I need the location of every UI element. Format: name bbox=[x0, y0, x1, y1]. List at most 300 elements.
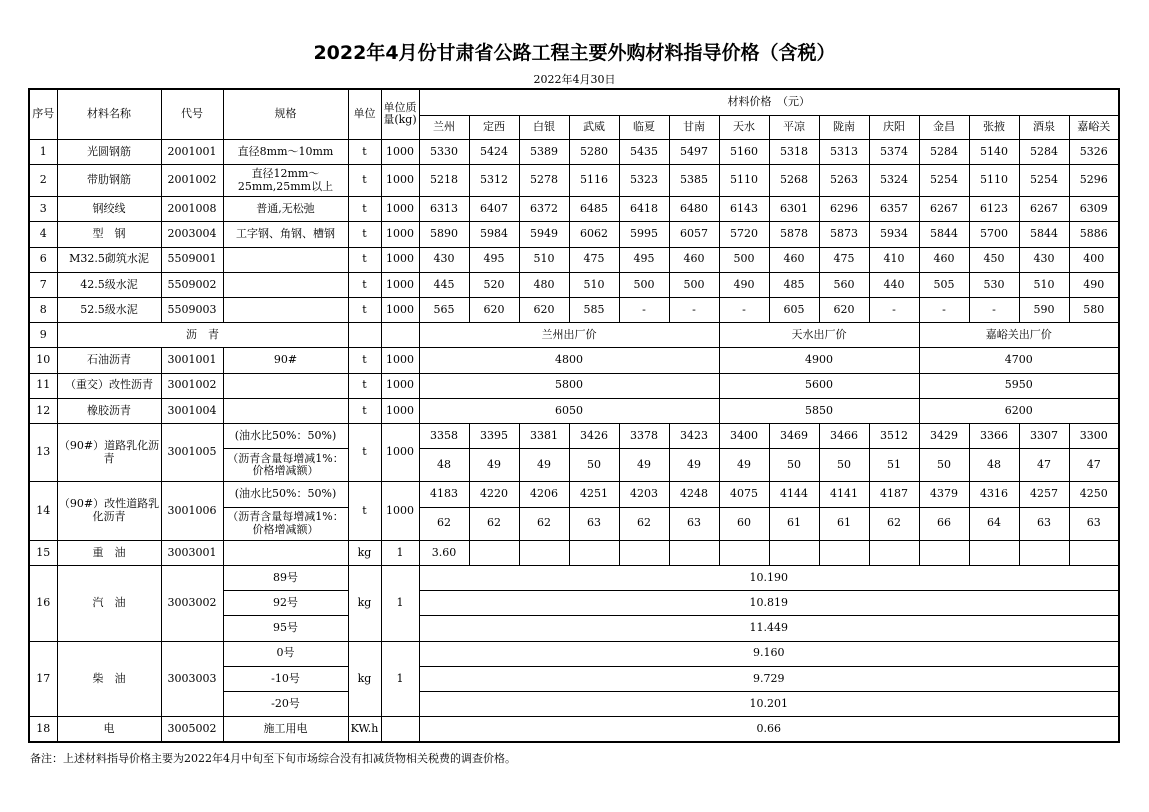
price-cell: 4900 bbox=[719, 348, 919, 373]
price-cell: 5280 bbox=[569, 139, 619, 164]
price-cell: 5263 bbox=[819, 165, 869, 197]
price-cell: 510 bbox=[569, 272, 619, 297]
price-cell: 47 bbox=[1069, 449, 1119, 482]
row-seq: 6 bbox=[29, 247, 57, 272]
row-seq: 17 bbox=[29, 641, 57, 717]
price-cell: 485 bbox=[769, 272, 819, 297]
price-cell: 5313 bbox=[819, 139, 869, 164]
price-cell: 490 bbox=[719, 272, 769, 297]
material-spec bbox=[223, 247, 348, 272]
price-cell: 5600 bbox=[719, 373, 919, 398]
price-cell: 50 bbox=[569, 449, 619, 482]
material-spec: （沥青含量每增减1%：价格增减额） bbox=[223, 507, 348, 540]
price-cell: 5850 bbox=[719, 398, 919, 423]
price-cell: 4250 bbox=[1069, 482, 1119, 507]
price-cell bbox=[619, 540, 669, 565]
price-cell: 5720 bbox=[719, 222, 769, 247]
price-cell: 62 bbox=[619, 507, 669, 540]
price-cell: 3381 bbox=[519, 423, 569, 448]
material-name: （90#）改性道路乳化沥青 bbox=[57, 482, 161, 540]
price-cell: 490 bbox=[1069, 272, 1119, 297]
price-cell: 520 bbox=[469, 272, 519, 297]
price-cell: 4203 bbox=[619, 482, 669, 507]
material-code: 2001008 bbox=[161, 197, 223, 222]
material-spec: （沥青含量每增减1%：价格增减额） bbox=[223, 449, 348, 482]
material-spec: 89号 bbox=[223, 566, 348, 591]
price-cell: 61 bbox=[819, 507, 869, 540]
price-cell: 6267 bbox=[919, 197, 969, 222]
price-cell: 440 bbox=[869, 272, 919, 297]
material-name: 重 油 bbox=[57, 540, 161, 565]
material-spec: (油水比50%：50%) bbox=[223, 423, 348, 448]
price-cell: 4187 bbox=[869, 482, 919, 507]
material-spec: 工字钢、角钢、槽钢 bbox=[223, 222, 348, 247]
price-cell: 5389 bbox=[519, 139, 569, 164]
footnote: 备注：上述材料指导价格主要为2022年4月中旬至下旬市场综合没有扣减货物相关税费的调查价格。 bbox=[30, 752, 516, 765]
price-cell: 47 bbox=[1019, 449, 1069, 482]
material-name: 型 钢 bbox=[57, 222, 161, 247]
table-row bbox=[29, 482, 1119, 507]
header-city: 金昌 bbox=[919, 115, 969, 139]
header-city: 兰州 bbox=[419, 115, 469, 139]
price-cell: 3512 bbox=[869, 423, 919, 448]
material-spec: 95号 bbox=[223, 616, 348, 641]
price-cell: 5497 bbox=[669, 139, 719, 164]
material-name: 52.5级水泥 bbox=[57, 298, 161, 323]
price-cell: 50 bbox=[919, 449, 969, 482]
price-cell: 505 bbox=[919, 272, 969, 297]
row-seq: 9 bbox=[29, 323, 57, 348]
row-seq: 10 bbox=[29, 348, 57, 373]
price-cell bbox=[869, 540, 919, 565]
material-name: 柴 油 bbox=[57, 641, 161, 717]
price-cell: 4316 bbox=[969, 482, 1019, 507]
header-city: 武威 bbox=[569, 115, 619, 139]
price-cell: 460 bbox=[919, 247, 969, 272]
row-seq: 8 bbox=[29, 298, 57, 323]
price-cell: - bbox=[919, 298, 969, 323]
material-spec: -20号 bbox=[223, 691, 348, 716]
price-cell: 6200 bbox=[919, 398, 1119, 423]
price-cell: 5374 bbox=[869, 139, 919, 164]
material-unit: kg bbox=[348, 540, 381, 565]
material-code: 3001001 bbox=[161, 348, 223, 373]
price-cell: 5324 bbox=[869, 165, 919, 197]
header-price-group: 材料价格 （元） bbox=[419, 89, 1119, 115]
price-cell: 5318 bbox=[769, 139, 819, 164]
price-cell: 430 bbox=[419, 247, 469, 272]
table-row bbox=[29, 298, 1119, 323]
material-mass: 1000 bbox=[381, 398, 419, 423]
price-cell: 10.819 bbox=[419, 591, 1119, 616]
material-code: 3003001 bbox=[161, 540, 223, 565]
price-cell: 6062 bbox=[569, 222, 619, 247]
price-cell: 3429 bbox=[919, 423, 969, 448]
price-cell: 9.729 bbox=[419, 666, 1119, 691]
price-cell: 5995 bbox=[619, 222, 669, 247]
material-code: 5509002 bbox=[161, 272, 223, 297]
price-cell: 49 bbox=[469, 449, 519, 482]
material-unit: kg bbox=[348, 641, 381, 717]
price-cell: 475 bbox=[819, 247, 869, 272]
price-cell: 49 bbox=[519, 449, 569, 482]
header-city: 甘南 bbox=[669, 115, 719, 139]
price-cell: 62 bbox=[519, 507, 569, 540]
material-spec bbox=[223, 298, 348, 323]
material-unit: t bbox=[348, 165, 381, 197]
material-spec: 普通,无松弛 bbox=[223, 197, 348, 222]
header-spec: 规格 bbox=[223, 89, 348, 139]
material-code: 3001005 bbox=[161, 423, 223, 481]
material-mass: 1 bbox=[381, 641, 419, 717]
price-cell: 4075 bbox=[719, 482, 769, 507]
material-code: 5509001 bbox=[161, 247, 223, 272]
table-cell bbox=[348, 323, 381, 348]
table-row bbox=[29, 641, 1119, 666]
price-cell: 6296 bbox=[819, 197, 869, 222]
row-seq: 4 bbox=[29, 222, 57, 247]
material-spec: 0号 bbox=[223, 641, 348, 666]
price-cell: 5873 bbox=[819, 222, 869, 247]
price-cell: 400 bbox=[1069, 247, 1119, 272]
row-seq: 11 bbox=[29, 373, 57, 398]
price-cell: 3366 bbox=[969, 423, 1019, 448]
price-cell: 48 bbox=[419, 449, 469, 482]
factory-label: 天水出厂价 bbox=[719, 323, 919, 348]
row-seq: 2 bbox=[29, 165, 57, 197]
row-seq: 18 bbox=[29, 717, 57, 742]
material-spec: 施工用电 bbox=[223, 717, 348, 742]
price-cell: 6313 bbox=[419, 197, 469, 222]
price-cell: 6309 bbox=[1069, 197, 1119, 222]
price-cell: 6407 bbox=[469, 197, 519, 222]
price-cell: 5278 bbox=[519, 165, 569, 197]
price-cell: 62 bbox=[869, 507, 919, 540]
material-mass: 1000 bbox=[381, 298, 419, 323]
header-mass: 单位质量(kg) bbox=[381, 89, 419, 139]
price-cell: 450 bbox=[969, 247, 1019, 272]
material-unit: t bbox=[348, 247, 381, 272]
material-code: 3001002 bbox=[161, 373, 223, 398]
price-cell bbox=[569, 540, 619, 565]
material-code: 2001002 bbox=[161, 165, 223, 197]
price-cell: 5385 bbox=[669, 165, 719, 197]
header-city: 嘉峪关 bbox=[1069, 115, 1119, 139]
price-cell: 620 bbox=[519, 298, 569, 323]
price-cell: 445 bbox=[419, 272, 469, 297]
price-cell: 5844 bbox=[919, 222, 969, 247]
material-mass: 1000 bbox=[381, 373, 419, 398]
table-row bbox=[29, 398, 1119, 423]
header-code: 代号 bbox=[161, 89, 223, 139]
price-cell: 62 bbox=[469, 507, 519, 540]
price-cell: 6143 bbox=[719, 197, 769, 222]
row-seq: 7 bbox=[29, 272, 57, 297]
header-city: 酒泉 bbox=[1019, 115, 1069, 139]
price-cell: 585 bbox=[569, 298, 619, 323]
price-cell: 500 bbox=[719, 247, 769, 272]
material-mass: 1000 bbox=[381, 139, 419, 164]
material-mass: 1000 bbox=[381, 423, 419, 481]
table-cell bbox=[381, 323, 419, 348]
material-code: 2003004 bbox=[161, 222, 223, 247]
price-cell: 3466 bbox=[819, 423, 869, 448]
price-cell: 5254 bbox=[1019, 165, 1069, 197]
header-city: 张掖 bbox=[969, 115, 1019, 139]
price-cell: 6267 bbox=[1019, 197, 1069, 222]
price-cell bbox=[1019, 540, 1069, 565]
material-code: 3003002 bbox=[161, 566, 223, 642]
price-cell: 4257 bbox=[1019, 482, 1069, 507]
price-cell bbox=[769, 540, 819, 565]
material-unit: t bbox=[348, 197, 381, 222]
material-spec bbox=[223, 398, 348, 423]
price-cell: 3426 bbox=[569, 423, 619, 448]
row-seq: 15 bbox=[29, 540, 57, 565]
price-cell: 5140 bbox=[969, 139, 1019, 164]
price-cell: 4251 bbox=[569, 482, 619, 507]
price-cell: 5116 bbox=[569, 165, 619, 197]
header-city: 陇南 bbox=[819, 115, 869, 139]
price-cell: 49 bbox=[719, 449, 769, 482]
material-code: 5509003 bbox=[161, 298, 223, 323]
price-cell: 5160 bbox=[719, 139, 769, 164]
material-unit: t bbox=[348, 348, 381, 373]
material-mass bbox=[381, 717, 419, 742]
price-cell: 5284 bbox=[1019, 139, 1069, 164]
table-row bbox=[29, 89, 1119, 115]
material-name: 42.5级水泥 bbox=[57, 272, 161, 297]
price-cell: 50 bbox=[819, 449, 869, 482]
material-unit: t bbox=[348, 373, 381, 398]
price-cell: 49 bbox=[619, 449, 669, 482]
price-cell: 5886 bbox=[1069, 222, 1119, 247]
material-unit: t bbox=[348, 222, 381, 247]
price-cell: 51 bbox=[869, 449, 919, 482]
price-cell: 4144 bbox=[769, 482, 819, 507]
price-cell bbox=[819, 540, 869, 565]
price-cell: 5110 bbox=[969, 165, 1019, 197]
row-seq: 12 bbox=[29, 398, 57, 423]
price-cell: 590 bbox=[1019, 298, 1069, 323]
material-name: M32.5砌筑水泥 bbox=[57, 247, 161, 272]
material-name: 橡胶沥青 bbox=[57, 398, 161, 423]
table-row bbox=[29, 566, 1119, 591]
report-date: 2022年4月30日 bbox=[533, 73, 616, 86]
price-cell: 3400 bbox=[719, 423, 769, 448]
price-cell: 0.66 bbox=[419, 717, 1119, 742]
material-spec bbox=[223, 272, 348, 297]
price-cell: 5218 bbox=[419, 165, 469, 197]
price-cell: 5296 bbox=[1069, 165, 1119, 197]
material-spec: 直径8mm～10mm bbox=[223, 139, 348, 164]
table-row bbox=[29, 197, 1119, 222]
price-cell: 3307 bbox=[1019, 423, 1069, 448]
price-cell: 475 bbox=[569, 247, 619, 272]
price-cell: 5878 bbox=[769, 222, 819, 247]
table-row bbox=[29, 348, 1119, 373]
price-cell: 620 bbox=[819, 298, 869, 323]
price-cell: - bbox=[969, 298, 1019, 323]
price-cell: 530 bbox=[969, 272, 1019, 297]
price-cell: 410 bbox=[869, 247, 919, 272]
price-cell: 6123 bbox=[969, 197, 1019, 222]
material-mass: 1000 bbox=[381, 348, 419, 373]
material-mass: 1000 bbox=[381, 247, 419, 272]
material-name: 光圆钢筋 bbox=[57, 139, 161, 164]
table-row bbox=[29, 272, 1119, 297]
price-cell: 3469 bbox=[769, 423, 819, 448]
material-mass: 1 bbox=[381, 540, 419, 565]
material-name: 石油沥青 bbox=[57, 348, 161, 373]
material-name: （90#）道路乳化沥青 bbox=[57, 423, 161, 481]
material-code: 3005002 bbox=[161, 717, 223, 742]
table-row bbox=[29, 540, 1119, 565]
price-cell: 3423 bbox=[669, 423, 719, 448]
material-spec bbox=[223, 373, 348, 398]
material-name: 沥 青 bbox=[57, 323, 348, 348]
price-cell: 4141 bbox=[819, 482, 869, 507]
price-cell: 61 bbox=[769, 507, 819, 540]
price-cell: 5934 bbox=[869, 222, 919, 247]
price-cell: 5435 bbox=[619, 139, 669, 164]
price-cell bbox=[919, 540, 969, 565]
price-table bbox=[28, 88, 1120, 743]
price-cell: 4183 bbox=[419, 482, 469, 507]
header-seq: 序号 bbox=[29, 89, 57, 139]
price-cell: 510 bbox=[519, 247, 569, 272]
price-cell: 5110 bbox=[719, 165, 769, 197]
price-cell: 6372 bbox=[519, 197, 569, 222]
row-seq: 16 bbox=[29, 566, 57, 642]
price-cell: 63 bbox=[669, 507, 719, 540]
price-cell: 6057 bbox=[669, 222, 719, 247]
price-cell: 5984 bbox=[469, 222, 519, 247]
price-cell: 64 bbox=[969, 507, 1019, 540]
price-cell: 3395 bbox=[469, 423, 519, 448]
price-cell: 3300 bbox=[1069, 423, 1119, 448]
price-cell: 49 bbox=[669, 449, 719, 482]
row-seq: 14 bbox=[29, 482, 57, 540]
price-cell: 5949 bbox=[519, 222, 569, 247]
price-cell: 620 bbox=[469, 298, 519, 323]
material-mass: 1000 bbox=[381, 482, 419, 540]
material-code: 2001001 bbox=[161, 139, 223, 164]
price-cell: 4800 bbox=[419, 348, 719, 373]
material-unit: KW.h bbox=[348, 717, 381, 742]
material-unit: t bbox=[348, 423, 381, 481]
factory-label: 兰州出厂价 bbox=[419, 323, 719, 348]
material-name: 电 bbox=[57, 717, 161, 742]
material-unit: kg bbox=[348, 566, 381, 642]
material-mass: 1000 bbox=[381, 222, 419, 247]
material-code: 3003003 bbox=[161, 641, 223, 717]
price-cell: 430 bbox=[1019, 247, 1069, 272]
material-spec: 90# bbox=[223, 348, 348, 373]
price-cell: 500 bbox=[669, 272, 719, 297]
price-cell: 5312 bbox=[469, 165, 519, 197]
material-unit: t bbox=[348, 139, 381, 164]
material-code: 3001006 bbox=[161, 482, 223, 540]
table-row bbox=[29, 247, 1119, 272]
price-cell: - bbox=[669, 298, 719, 323]
price-cell: 63 bbox=[569, 507, 619, 540]
price-cell: 66 bbox=[919, 507, 969, 540]
header-name: 材料名称 bbox=[57, 89, 161, 139]
header-city: 平凉 bbox=[769, 115, 819, 139]
material-spec: 直径12mm～25mm,25mm以上 bbox=[223, 165, 348, 197]
price-cell: 5800 bbox=[419, 373, 719, 398]
price-cell: 63 bbox=[1019, 507, 1069, 540]
row-seq: 1 bbox=[29, 139, 57, 164]
price-cell: 6050 bbox=[419, 398, 719, 423]
price-cell: - bbox=[619, 298, 669, 323]
price-cell: 3.60 bbox=[419, 540, 469, 565]
price-cell: 5950 bbox=[919, 373, 1119, 398]
price-cell: 10.201 bbox=[419, 691, 1119, 716]
material-unit: t bbox=[348, 298, 381, 323]
table-row bbox=[29, 717, 1119, 742]
price-cell: 5424 bbox=[469, 139, 519, 164]
price-cell: 580 bbox=[1069, 298, 1119, 323]
price-cell: 5268 bbox=[769, 165, 819, 197]
price-cell: 60 bbox=[719, 507, 769, 540]
price-cell: 5323 bbox=[619, 165, 669, 197]
price-cell: 48 bbox=[969, 449, 1019, 482]
table-row bbox=[29, 373, 1119, 398]
row-seq: 13 bbox=[29, 423, 57, 481]
page-title: 2022年4月份甘肃省公路工程主要外购材料指导价格（含税） bbox=[313, 42, 836, 64]
price-cell: 565 bbox=[419, 298, 469, 323]
material-unit: t bbox=[348, 482, 381, 540]
price-cell: 510 bbox=[1019, 272, 1069, 297]
material-unit: t bbox=[348, 398, 381, 423]
price-cell: 5254 bbox=[919, 165, 969, 197]
price-cell: 460 bbox=[769, 247, 819, 272]
price-cell: 6301 bbox=[769, 197, 819, 222]
material-mass: 1000 bbox=[381, 272, 419, 297]
price-cell: 500 bbox=[619, 272, 669, 297]
price-cell: 5284 bbox=[919, 139, 969, 164]
price-cell: 11.449 bbox=[419, 616, 1119, 641]
table-cell bbox=[223, 540, 348, 565]
header-city: 临夏 bbox=[619, 115, 669, 139]
price-cell: 3378 bbox=[619, 423, 669, 448]
price-cell bbox=[669, 540, 719, 565]
price-cell bbox=[519, 540, 569, 565]
price-cell: 5700 bbox=[969, 222, 1019, 247]
price-cell: 495 bbox=[619, 247, 669, 272]
price-cell: 495 bbox=[469, 247, 519, 272]
price-cell bbox=[969, 540, 1019, 565]
row-seq: 3 bbox=[29, 197, 57, 222]
header-city: 庆阳 bbox=[869, 115, 919, 139]
material-spec: (油水比50%：50%) bbox=[223, 482, 348, 507]
price-cell: 50 bbox=[769, 449, 819, 482]
price-cell: 6485 bbox=[569, 197, 619, 222]
price-cell: 460 bbox=[669, 247, 719, 272]
price-cell: - bbox=[719, 298, 769, 323]
header-city: 白银 bbox=[519, 115, 569, 139]
price-cell: 5330 bbox=[419, 139, 469, 164]
table-row bbox=[29, 139, 1119, 164]
material-code: 3001004 bbox=[161, 398, 223, 423]
price-cell: 6418 bbox=[619, 197, 669, 222]
price-cell: 4379 bbox=[919, 482, 969, 507]
price-cell: 5326 bbox=[1069, 139, 1119, 164]
material-name: 带肋钢筋 bbox=[57, 165, 161, 197]
price-cell: 62 bbox=[419, 507, 469, 540]
